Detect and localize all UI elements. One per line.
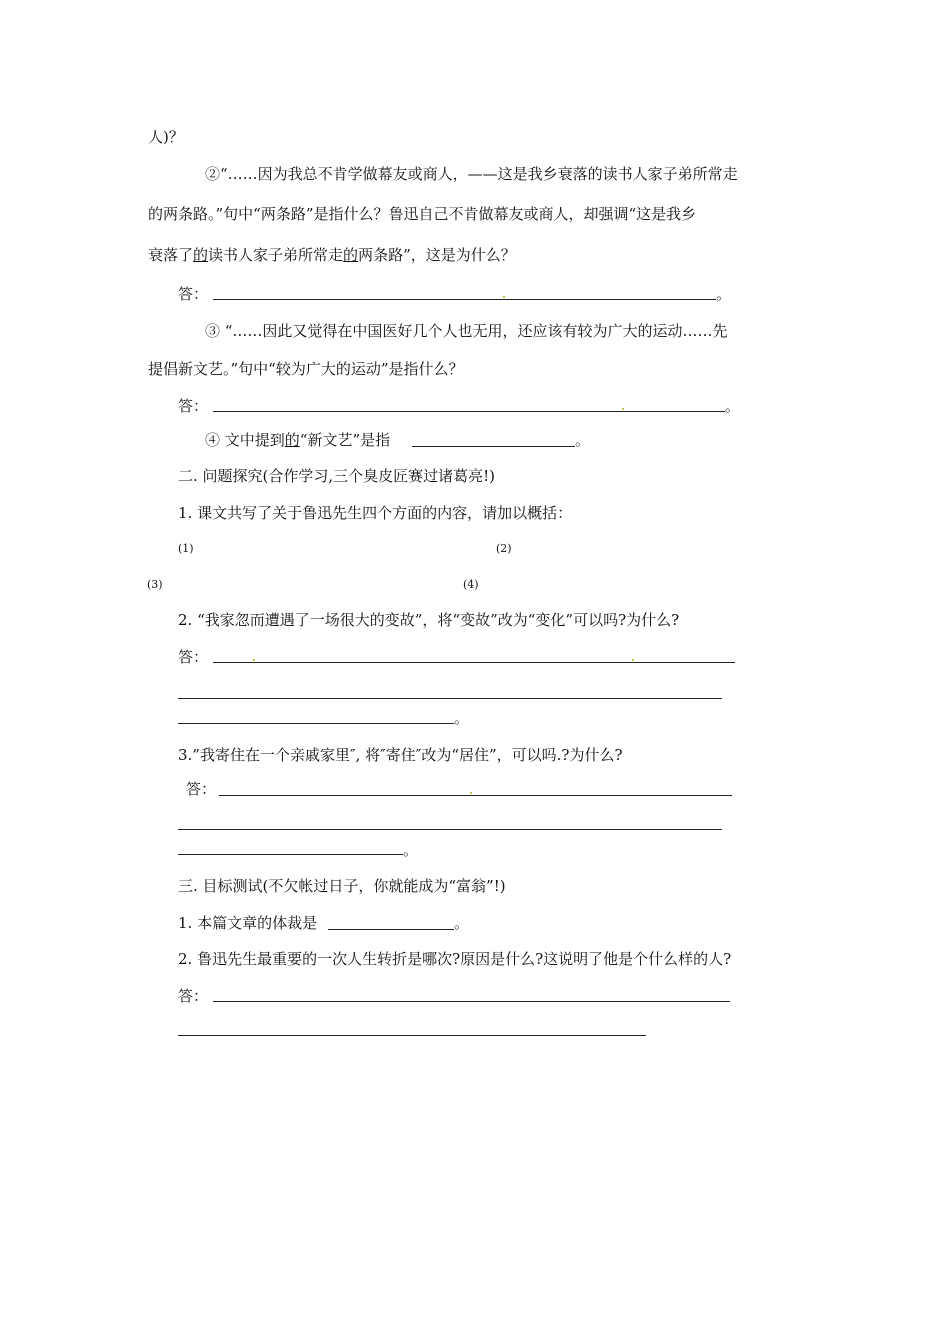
s2-item2-answer-line-3[interactable] <box>178 723 454 724</box>
q3-line2: 提倡新文艺。”句中“较为广大的运动”是指什么？ <box>148 360 464 378</box>
section3-heading: 三. 目标测试(不欠帐过日子，你就能成为“富翁”!) <box>178 877 506 895</box>
s3-item2: 2. 鲁迅先生最重要的一次人生转折是哪次?原因是什么?这说明了他是个什么样的人? <box>178 950 732 968</box>
s2-item3-answer-line-2[interactable] <box>178 829 722 830</box>
q2-line3: 衰落了的读书人家子弟所常走的两条路”，这是为什么？ <box>148 246 516 264</box>
q4-answer-line[interactable] <box>412 446 575 447</box>
mark-dot <box>470 792 472 794</box>
s3-item2-answer-line-1[interactable] <box>213 1001 730 1002</box>
s2-item3-period: 。 <box>403 841 419 859</box>
s2-item2-answer-line-1[interactable] <box>213 662 735 663</box>
s2-blank-2: (2) <box>496 542 512 555</box>
s3-item1: 1. 本篇文章的体裁是 <box>178 914 318 932</box>
q2-answer-line[interactable] <box>213 299 716 300</box>
s2-item2-answer-line-2[interactable] <box>178 698 722 699</box>
s2-item3-answer-line-1[interactable] <box>219 795 732 796</box>
q4-text: ④ 文中提到的“新文艺”是指 <box>205 431 391 449</box>
s2-item3-answer-label: 答： <box>186 780 217 798</box>
mark-dot <box>632 659 634 661</box>
q3-answer-label: 答： <box>178 397 209 415</box>
s3-item1-period: 。 <box>454 914 470 932</box>
s2-blank-4: (4) <box>463 578 479 591</box>
s2-item2-period: 。 <box>454 709 470 727</box>
s2-item2-answer-label: 答： <box>178 648 209 666</box>
mark-dot <box>253 659 255 661</box>
q4-period: 。 <box>575 431 591 449</box>
s3-item2-answer-label: 答： <box>178 987 209 1005</box>
q3-period: 。 <box>725 397 741 415</box>
s3-item2-answer-line-2[interactable] <box>178 1035 646 1036</box>
s2-blank-3: (3) <box>147 578 163 591</box>
q2-period: 。 <box>716 285 732 303</box>
s2-item3: 3.”我寄住在一个亲戚家里″, 将″寄住″改为“居住”，可以吗.?为什么? <box>178 746 623 764</box>
mark-dot <box>622 408 624 410</box>
q2-line1: ②“……因为我总不肯学做幕友或商人，——这是我乡衰落的读书人家子弟所常走 <box>205 165 738 183</box>
section2-heading: 二. 问题探究(合作学习,三个臭皮匠赛过诸葛亮!) <box>178 467 496 485</box>
mark-dot <box>503 296 505 298</box>
s2-item1: 1. 课文共写了关于鲁迅先生四个方面的内容，请加以概括： <box>178 504 573 522</box>
s2-blank-1: (1) <box>178 542 194 555</box>
s2-item2: 2. “我家忽而遭遇了一场很大的变故”，将“变故”改为“变化”可以吗?为什么? <box>178 611 680 629</box>
q1-tail: 人)？ <box>148 128 184 146</box>
s2-item3-answer-line-3[interactable] <box>178 854 403 855</box>
q2-answer-label: 答： <box>178 285 209 303</box>
q3-line1: ③ “……因此又觉得在中国医好几个人也无用，还应该有较为广大的运动……先 <box>205 322 728 340</box>
q3-answer-line[interactable] <box>213 411 725 412</box>
q2-line2: 的两条路。”句中“两条路”是指什么？鲁迅自己不肯做幕友或商人，却强调“这是我乡 <box>148 205 697 223</box>
s3-item1-answer-line[interactable] <box>328 929 454 930</box>
